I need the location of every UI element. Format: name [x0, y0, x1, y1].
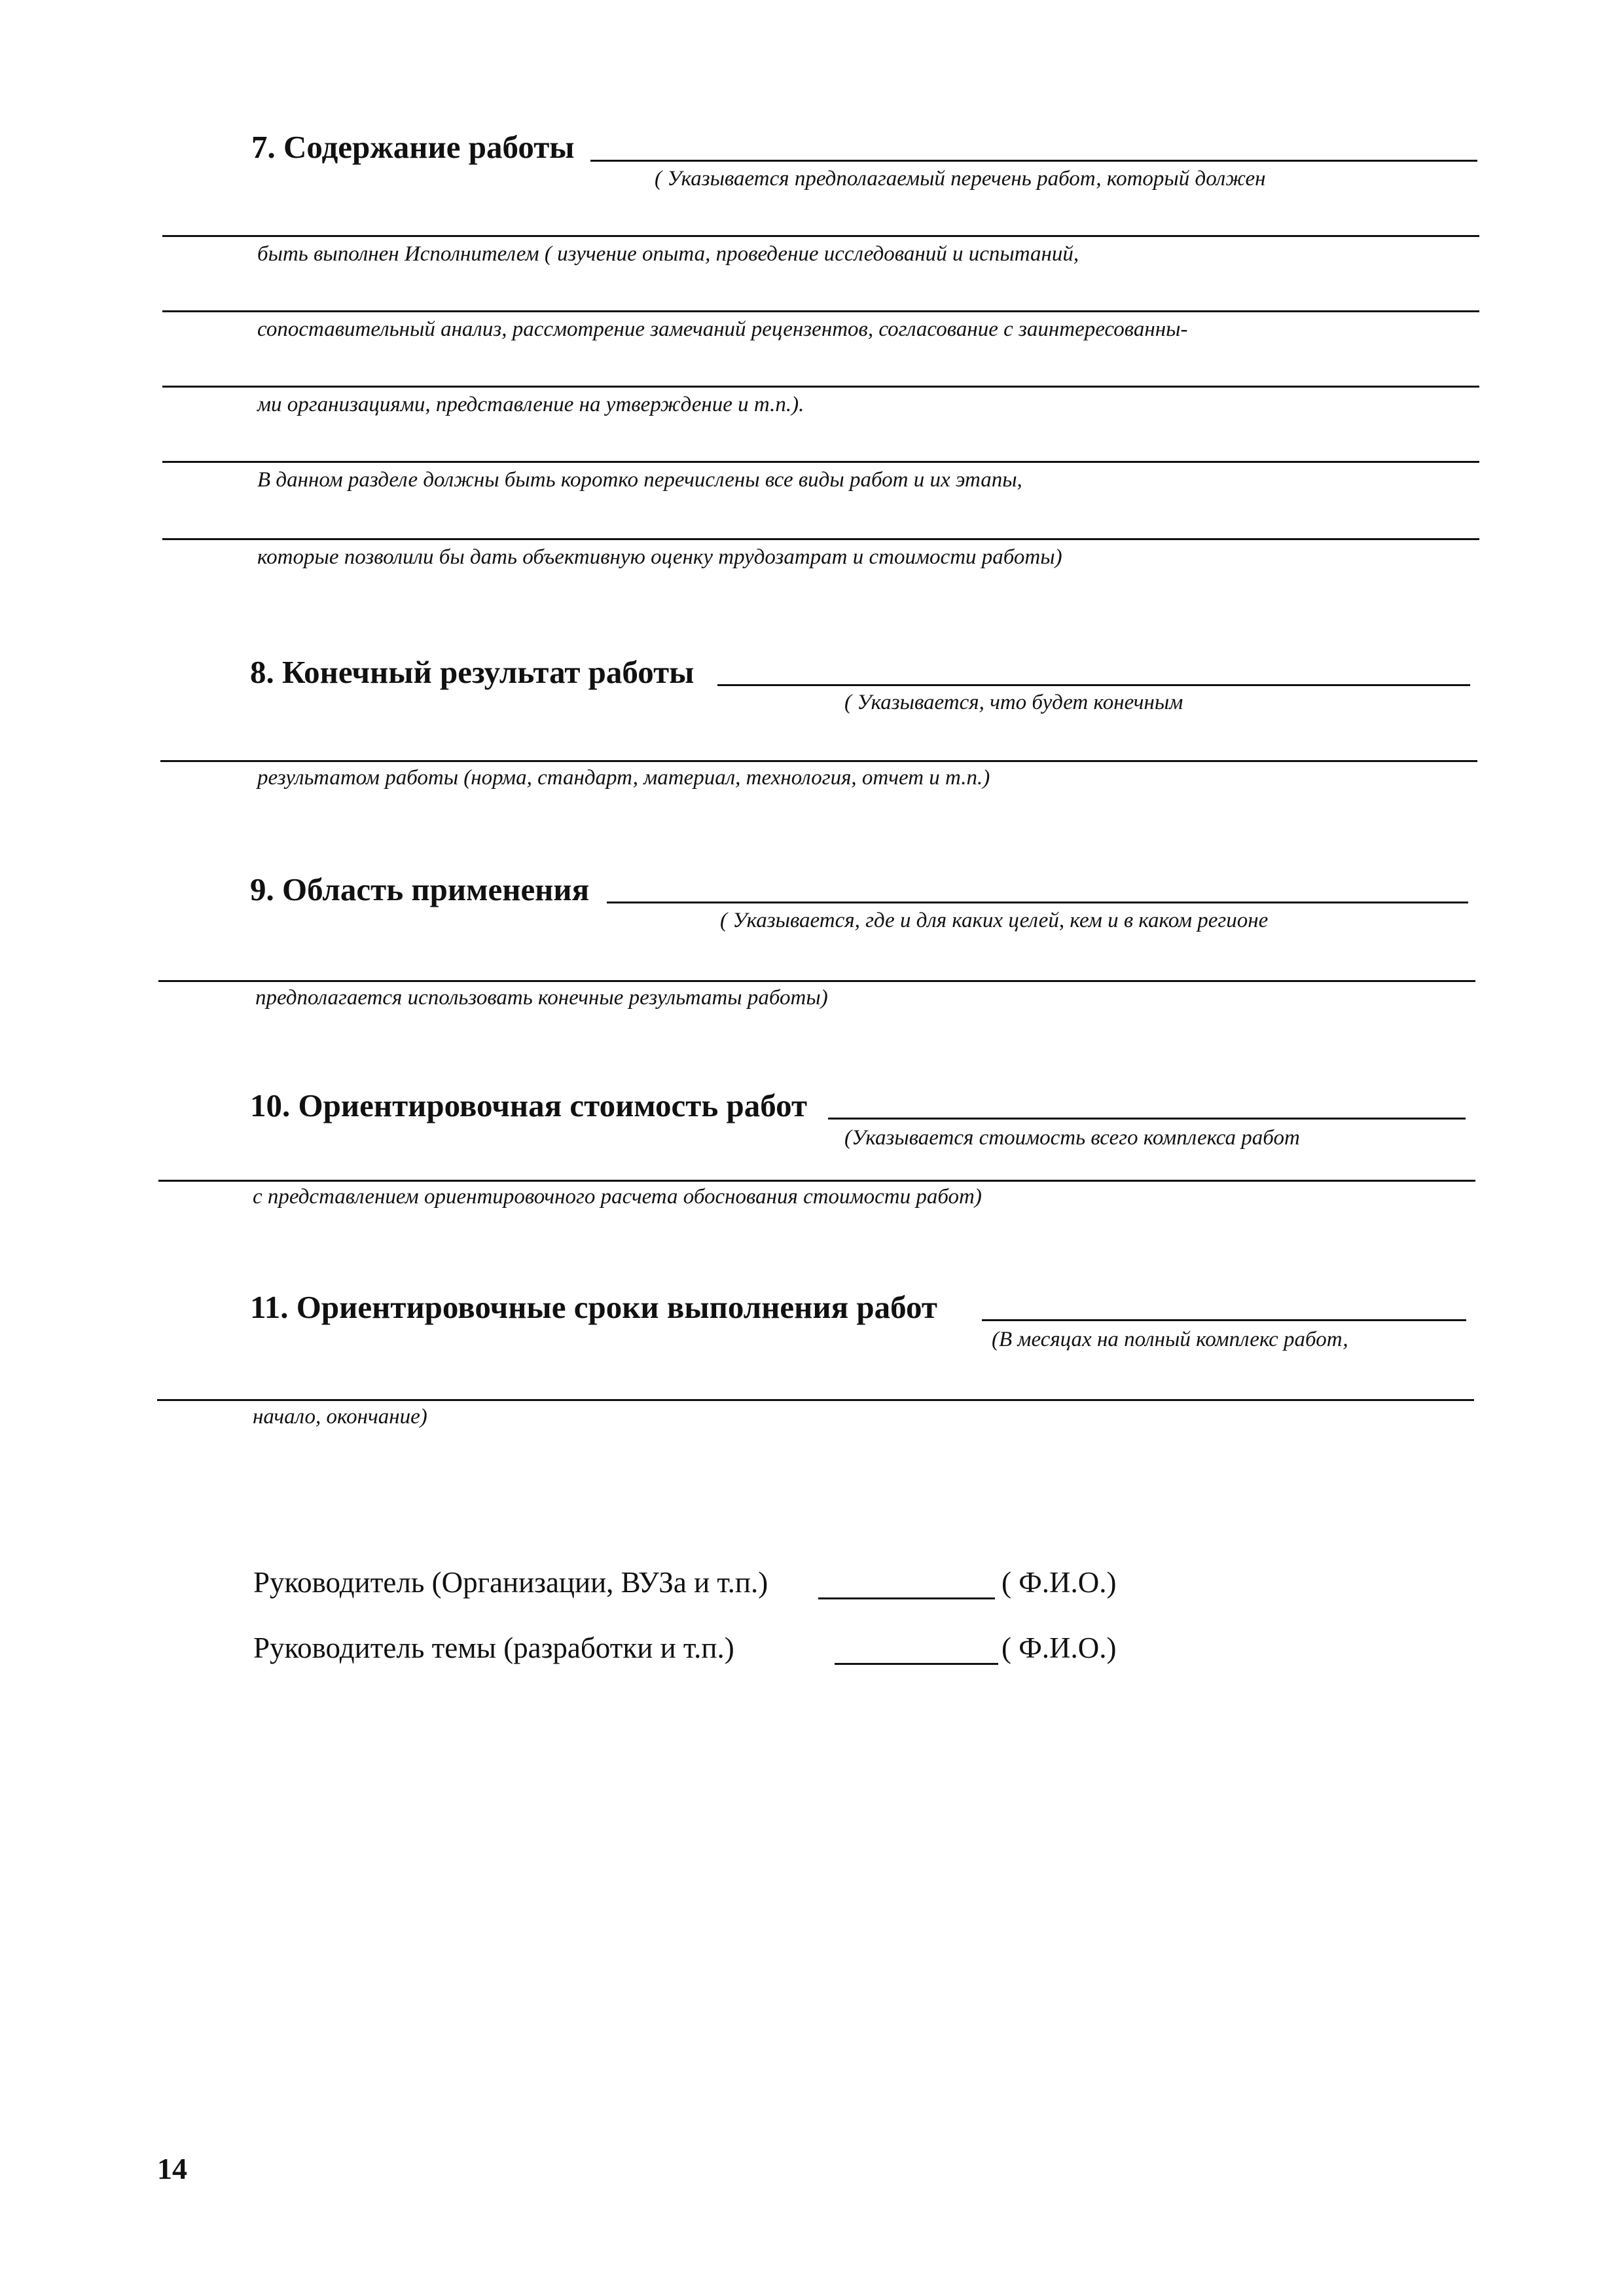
section-10-hint: (Указывается стоимость всего комплекса работ — [844, 1126, 1300, 1150]
section-10-heading: 10. Ориентировочная стоимость работ — [250, 1087, 808, 1123]
section-8-fill-line[interactable] — [160, 760, 1477, 762]
section-8-hint: результатом работы (норма, стандарт, материал, технология, отчет и т.п.) — [257, 766, 990, 790]
signature-line-organization[interactable] — [818, 1597, 995, 1599]
signature-name-hint: ( Ф.И.О.) — [1001, 1631, 1117, 1664]
section-11-fill-line[interactable] — [982, 1319, 1466, 1321]
section-7-hint: сопоставительный анализ, рассмотрение замечаний рецензентов, согласование с заинтересованны- — [257, 318, 1188, 341]
section-7-heading: 7. Содержание работы — [251, 129, 575, 165]
section-11-hint: начало, окончание) — [253, 1405, 427, 1429]
section-11-hint: (В месяцах на полный комплекс работ, — [992, 1328, 1348, 1351]
section-7-hint: ( Указывается предполагаемый перечень работ, который должен — [655, 167, 1266, 191]
section-9-fill-line[interactable] — [607, 902, 1468, 903]
section-7-fill-line[interactable] — [590, 160, 1477, 162]
section-9-hint: предполагается использовать конечные результаты работы) — [255, 986, 828, 1010]
section-7-fill-line[interactable] — [162, 538, 1479, 540]
signature-line-topic[interactable] — [835, 1663, 998, 1665]
section-8-heading: 8. Конечный результат работы — [250, 654, 695, 690]
signature-name-hint: ( Ф.И.О.) — [1001, 1566, 1117, 1599]
section-10-fill-line[interactable] — [158, 1180, 1475, 1182]
section-11-fill-line[interactable] — [157, 1399, 1474, 1401]
section-10-fill-line[interactable] — [828, 1118, 1466, 1120]
section-11-heading: 11. Ориентировочные сроки выполнения работ — [250, 1289, 937, 1325]
section-8-fill-line[interactable] — [717, 684, 1470, 686]
section-7-hint: В данном разделе должны быть коротко перечислены все виды работ и их этапы, — [257, 468, 1022, 492]
section-7-fill-line[interactable] — [162, 235, 1479, 237]
section-7-fill-line[interactable] — [162, 310, 1479, 312]
section-9-fill-line[interactable] — [158, 980, 1475, 982]
section-7-fill-line[interactable] — [162, 461, 1479, 463]
section-7-hint: ми организациями, представление на утверждение и т.п.). — [257, 393, 804, 416]
section-7-hint: быть выполнен Исполнителем ( изучение опыта, проведение исследований и испытаний, — [257, 242, 1079, 266]
signature-label-topic: Руководитель темы (разработки и т.п.) — [253, 1631, 734, 1664]
signature-label-organization: Руководитель (Организации, ВУЗа и т.п.) — [253, 1566, 768, 1599]
page-number: 14 — [157, 2152, 187, 2185]
section-10-hint: с представлением ориентировочного расчета обоснования стоимости работ) — [253, 1185, 982, 1209]
section-9-heading: 9. Область применения — [250, 871, 590, 907]
section-7-hint: которые позволили бы дать объективную оценку трудозатрат и стоимости работы) — [257, 545, 1062, 569]
section-8-hint: ( Указывается, что будет конечным — [844, 691, 1183, 714]
section-9-hint: ( Указывается, где и для каких целей, кем и в каком регионе — [720, 909, 1269, 932]
section-7-fill-line[interactable] — [162, 386, 1479, 388]
